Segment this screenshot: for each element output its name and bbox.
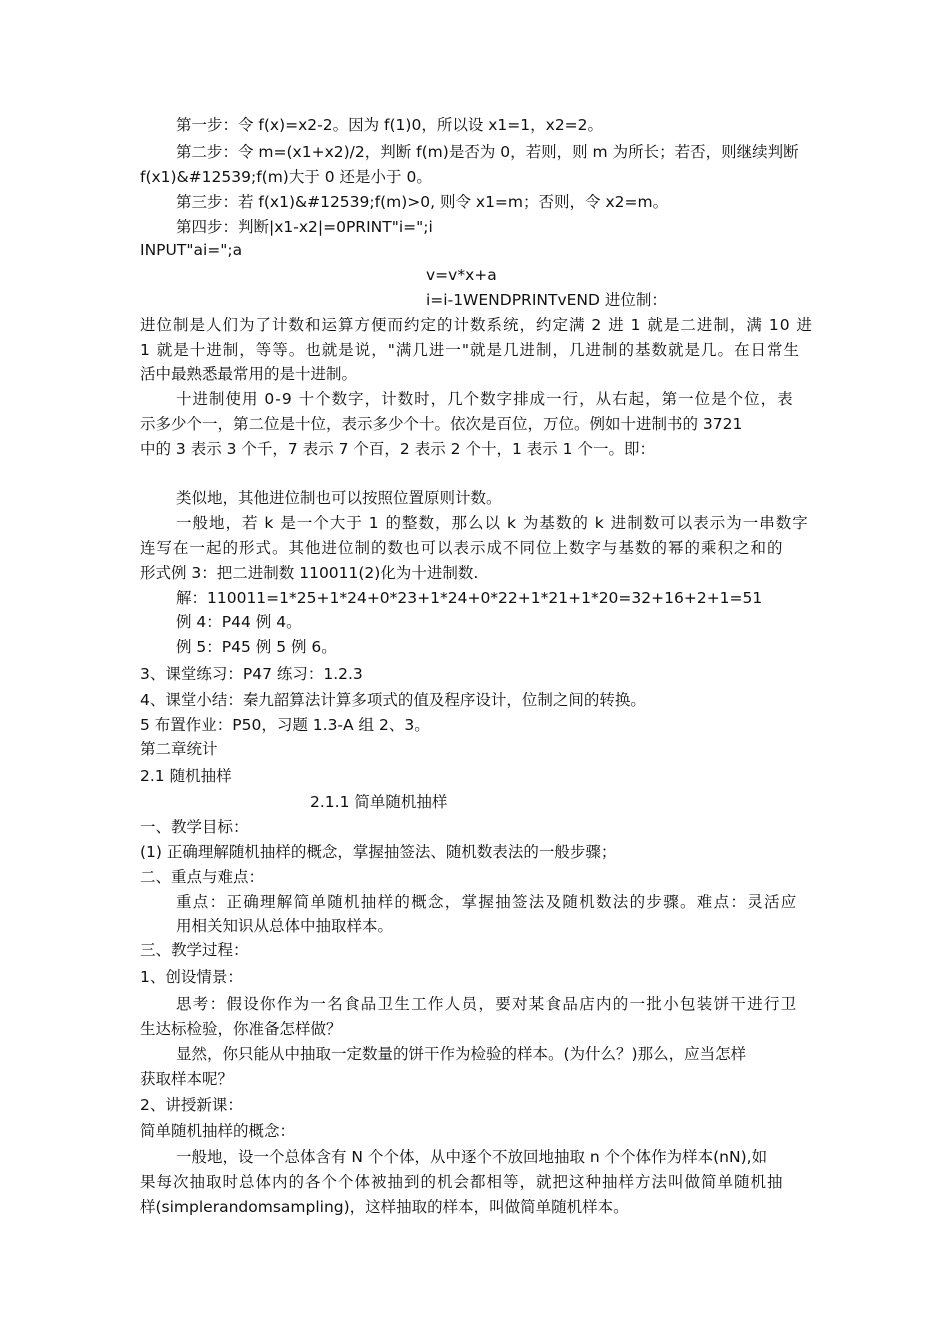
input-statement: INPUT"ai=";a [140, 241, 243, 259]
key-points-line-2: 用相关知识从总体中抽取样本。 [176, 917, 394, 935]
radix-paragraph-line-1: 进位制是人们为了计数和运算方便而约定的计数系统，约定满 2 进 1 就是二进制，满 10 进 [140, 316, 814, 334]
subsection-heading: 2.1.1 简单随机抽样 [310, 793, 448, 811]
step-three-line: 第三步：若 f(x1)&#12539;f(m)>0, 则令 x1=m；否则，令 x2=m。 [176, 193, 669, 211]
think-line-1: 思考：假设你作为一名食品卫生工作人员，要对某食品店内的一批小包装饼干进行卫 [176, 995, 798, 1013]
practice-line: 3、课堂练习：P47 练习：1.2.3 [140, 665, 363, 683]
decimal-paragraph-line-3: 中的 3 表示 3 个千，7 表示 7 个百，2 表示 2 个十，1 表示 1 个一。即： [140, 440, 655, 458]
decimal-paragraph-line-2: 示多少个一，第二位是十位，表示多少个十。依次是百位，万位。例如十进制书的 3721 [140, 415, 743, 433]
similar-paragraph: 类似地，其他进位制也可以按照位置原则计数。 [176, 489, 502, 507]
step-four-line: 第四步：判断|x1-x2|=0PRINT"i=";i [176, 218, 433, 236]
radix-paragraph-line-2: 1 就是十进制，等等。也就是说，"满几进一"就是几进制，几进制的基数就是几。在日常生 [140, 341, 801, 359]
solution-line: 解：110011=1*25+1*24+0*23+1*24+0*22+1*21+1*20=32+16+2+1=51 [176, 589, 763, 607]
concept-heading: 简单随机抽样的概念： [140, 1122, 296, 1140]
example-three-line: 形式例 3：把二进制数 110011(2)化为十进制数. [140, 564, 479, 582]
key-points-heading: 二、重点与难点： [140, 868, 265, 886]
radix-paragraph-line-3: 活中最熟悉最常用的是十进制。 [140, 365, 358, 383]
example-four-line: 例 4：P44 例 4。 [176, 613, 302, 631]
concept-line-2: 果每次抽取时总体内的各个个体被抽到的机会都相等，就把这种抽样方法叫做简单随机抽 [140, 1173, 784, 1191]
code-i-line: i=i-1WENDPRINTvEND 进位制： [426, 291, 667, 309]
scenario-heading: 1、创设情景： [140, 968, 243, 986]
concept-line-1: 一般地，设一个总体含有 N 个个体，从中逐个不放回地抽取 n 个个体作为样本(nN),如 [176, 1148, 768, 1166]
general-paragraph-line-1: 一般地，若 k 是一个大于 1 的整数，那么以 k 为基数的 k 进制数可以表示为一串数字 [176, 514, 809, 532]
teaching-goal-item: (1) 正确理解随机抽样的概念，掌握抽签法、随机数表法的一般步骤； [140, 843, 617, 861]
general-paragraph-line-2: 连写在一起的形式。其他进位制的数也可以表示成不同位上数字与基数的幂的乘积之和的 [140, 539, 784, 557]
example-five-line: 例 5：P45 例 5 例 6。 [176, 638, 337, 656]
step-two-continuation: f(x1)&#12539;f(m)大于 0 还是小于 0。 [140, 168, 432, 186]
summary-line: 4、课堂小结：秦九韶算法计算多项式的值及程序设计，位制之间的转换。 [140, 691, 646, 709]
code-v-line: v=v*x+a [426, 266, 497, 284]
obvious-line-1: 显然，你只能从中抽取一定数量的饼干作为检验的样本。(为什么？)那么，应当怎样 [176, 1045, 747, 1063]
lecture-heading: 2、讲授新课： [140, 1096, 243, 1114]
chapter-heading: 第二章统计 [140, 740, 218, 758]
key-points-line-1: 重点：正确理解简单随机抽样的概念，掌握抽签法及随机数法的步骤。难点：灵活应 [176, 893, 798, 911]
decimal-paragraph-line-1: 十进制使用 0-9 十个数字，计数时，几个数字排成一行，从右起，第一位是个位，表 [176, 390, 794, 408]
homework-line: 5 布置作业：P50，习题 1.3-A 组 2、3。 [140, 716, 430, 734]
concept-line-3: 样(simplerandomsampling)，这样抽取的样本，叫做简单随机样本。 [140, 1198, 629, 1216]
obvious-line-2: 获取样本呢？ [140, 1070, 234, 1088]
teaching-process-heading: 三、教学过程： [140, 941, 249, 959]
think-line-2: 生达标检验，你准备怎样做？ [140, 1020, 342, 1038]
step-two-line: 第二步：令 m=(x1+x2)/2，判断 f(m)是否为 0，若则，则 m 为所长；若否，则继续判断 [176, 143, 799, 161]
step-one-line: 第一步：令 f(x)=x2-2。因为 f(1)0，所以设 x1=1，x2=2。 [176, 116, 604, 134]
teaching-goals-heading: 一、教学目标： [140, 818, 249, 836]
section-heading: 2.1 随机抽样 [140, 767, 232, 785]
